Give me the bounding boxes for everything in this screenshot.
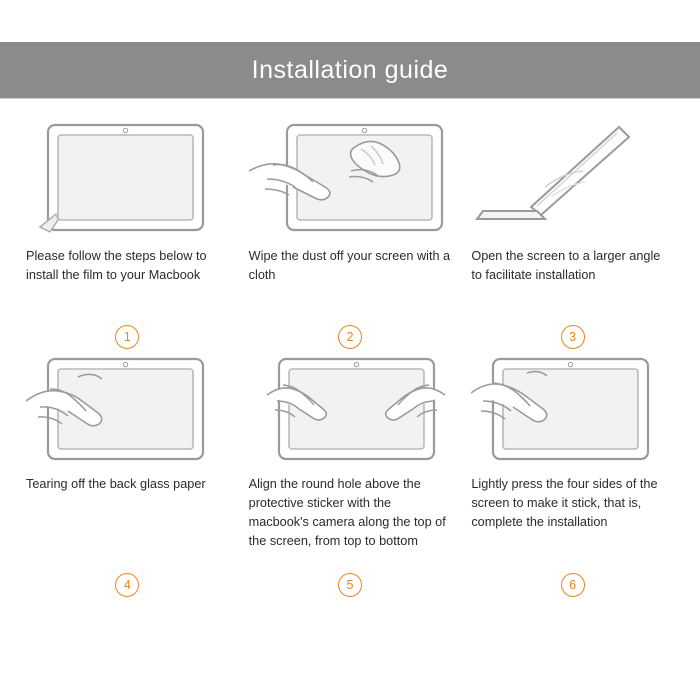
- step-caption-1: Please follow the steps below to install the film to your Macbook: [26, 249, 207, 282]
- step-card-3: [461, 113, 684, 349]
- step-caption-3: Open the screen to a larger angle to facilitate installation: [471, 249, 661, 282]
- page-title: Installation guide: [251, 55, 449, 84]
- step-number-wrap-2: [249, 325, 452, 349]
- step-caption-5: Align the round hole above the protective sticker with the macbook's camera along the top of the screen, from top to bottom: [248, 477, 446, 548]
- top-spacer: [0, 0, 700, 42]
- laptop-opening-angle-icon: [471, 119, 691, 237]
- steps-grid: [0, 113, 700, 597]
- step-illustration-4: [26, 355, 229, 465]
- step-illustration-3: [471, 119, 674, 237]
- laptop-screen-with-film-peel-icon: [26, 119, 246, 237]
- step-number-4: 4: [115, 573, 139, 597]
- step-illustration-5: [249, 355, 452, 465]
- step-card-6: [461, 349, 684, 597]
- step-illustration-1: [26, 119, 229, 237]
- hand-peeling-back-paper-icon: [26, 355, 246, 465]
- header-bar: [0, 42, 700, 98]
- step-number-5: 5: [338, 573, 362, 597]
- step-number-wrap-5: [249, 573, 452, 597]
- step-number-wrap-6: [471, 573, 674, 597]
- step-illustration-6: [471, 355, 674, 465]
- step-card-4: [16, 349, 239, 597]
- step-number-wrap-1: [26, 325, 229, 349]
- step-number-wrap-3: [471, 325, 674, 349]
- step-number-3: 3: [561, 325, 585, 349]
- step-number-1: 1: [115, 325, 139, 349]
- header-divider: [0, 98, 700, 99]
- step-card-5: [239, 349, 462, 597]
- step-card-2: [239, 113, 462, 349]
- step-number-2: 2: [338, 325, 362, 349]
- step-card-1: [16, 113, 239, 349]
- step-caption-4: Tearing off the back glass paper: [26, 477, 206, 491]
- hand-wiping-screen-with-cloth-icon: [249, 119, 469, 237]
- step-caption-2: Wipe the dust off your screen with a cloth: [248, 249, 451, 282]
- step-illustration-2: [249, 119, 452, 237]
- step-caption-6: Lightly press the four sides of the screen to make it stick, that is, complete the installation: [471, 477, 658, 529]
- step-number-wrap-4: [26, 573, 229, 597]
- two-hands-aligning-film-icon: [249, 355, 469, 465]
- step-number-6: 6: [561, 573, 585, 597]
- hand-pressing-screen-edges-icon: [471, 355, 691, 465]
